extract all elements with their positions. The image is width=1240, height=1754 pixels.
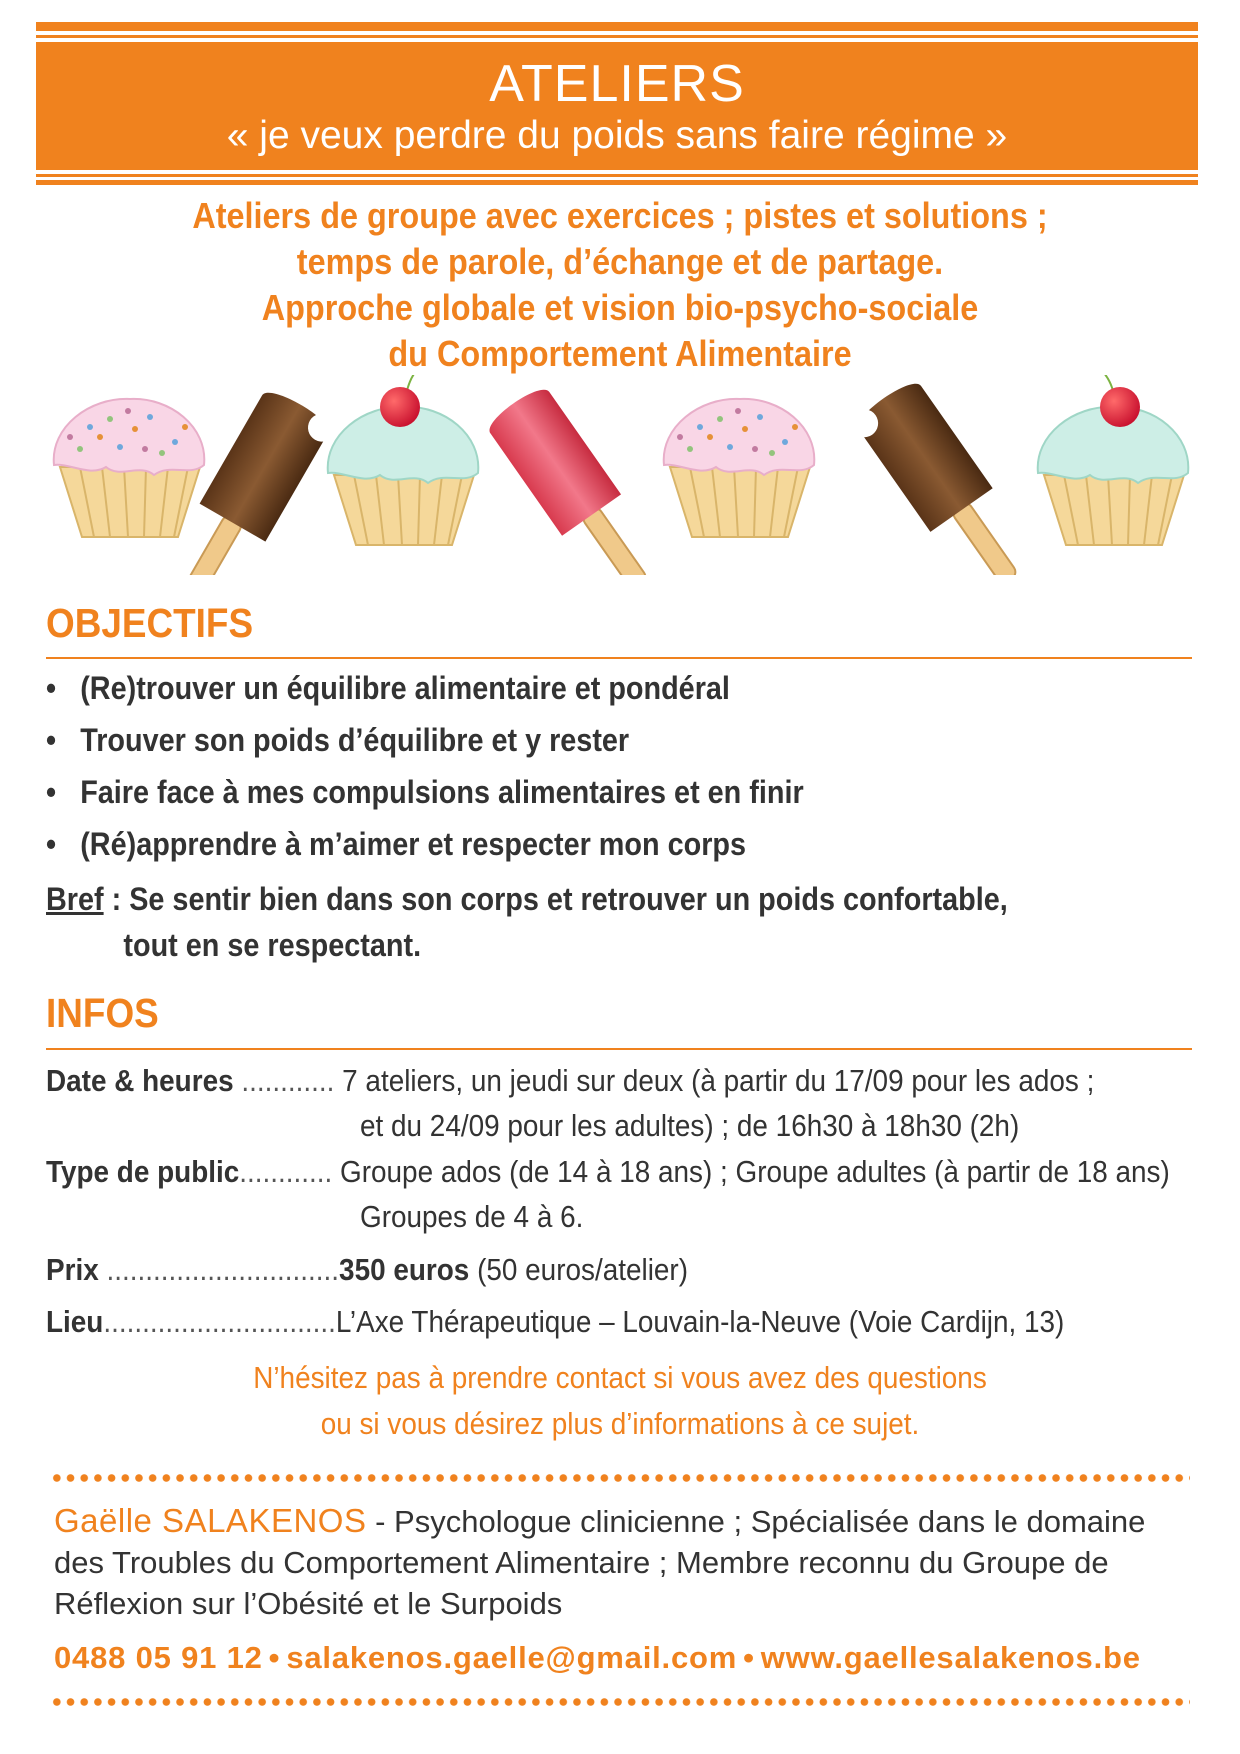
page-subtitle: « je veux perdre du poids sans faire régime » [226,114,1008,157]
info-public-label: Type de public [46,1154,240,1189]
website-link[interactable]: www.gaellesalakenos.be [760,1640,1141,1675]
author-name: Gaëlle SALAKENOS [54,1502,367,1539]
list-item-text: Faire face à mes compulsions alimentaires et en finir [80,774,804,810]
list-item [46,823,1081,875]
infos-divider [46,1048,1192,1050]
info-public-value: Groupes de 4 à 6. [360,1199,584,1234]
leader-dots: .............................. [103,1304,336,1339]
info-date-value: 7 ateliers, un jeudi sur deux (à partir du 17/09 pour les ados ; [342,1063,1095,1098]
list-item-text: Trouver son poids d’équilibre et y rester [80,722,630,758]
intro-line: Approche globale et vision bio-psycho-sociale [261,287,979,328]
info-public [46,1149,1170,1194]
info-prix-value: 350 euros [339,1252,470,1287]
info-public-continued [360,1194,583,1239]
info-public-value: Groupe ados (de 14 à 18 ans) ; Groupe adultes (à partir de 18 ans) [340,1154,1170,1189]
info-prix-label: Prix [46,1252,99,1287]
objectifs-divider [46,657,1192,659]
phone-number[interactable]: 0488 05 91 12 [54,1640,263,1675]
bullet-icon: • [46,670,57,706]
list-item [46,771,1081,823]
info-date [46,1058,1094,1103]
infos-title: INFOS [46,990,159,1036]
bottom-rule-thick [36,180,1198,185]
objectifs-title: OBJECTIFS [46,600,254,646]
separator-dot: • [743,1640,755,1675]
author-description: - Psychologue clinicienne ; Spécialisée dans le domaine des Troubles du Comportement Alimentaire ; Membre reconnu du Groupe de Réflexion sur l’Obésité et le Surpoids [54,1504,1146,1621]
leader-dots: ............ [239,1154,341,1189]
info-prix [46,1247,688,1292]
chocolate-ice-pop-icon [845,375,1042,575]
email-link[interactable]: salakenos.gaelle@gmail.com [286,1640,738,1675]
bref-line: tout en se respectant. [123,927,422,963]
intro-text [60,193,1180,377]
strawberry-ice-pop-icon [484,383,670,575]
leader-dots: .............................. [98,1252,340,1287]
objectifs-list [46,667,1196,875]
list-item [46,667,1081,719]
bullet-icon: • [46,826,57,862]
info-prix-detail: (50 euros/atelier) [469,1252,688,1287]
bref-label: Bref [46,881,104,917]
bullet-icon: • [46,774,57,810]
info-lieu-value: L’Axe Thérapeutique – Louvain-la-Neuve (Voie Cardijn, 13) [335,1304,1065,1339]
list-item-text: (Ré)apprendre à m’aimer et respecter mon corps [80,826,747,862]
bref-line: Se sentir bien dans son corps et retrouver un poids confortable, [129,881,1008,917]
cupcake-cherry-icon [1038,375,1189,545]
info-date-continued [360,1103,1019,1148]
contact-line [54,1640,1141,1676]
top-rule-thick [36,22,1198,31]
intro-line: temps de parole, d’échange et de partage. [296,241,944,282]
bottom-rule-thin [36,174,1198,177]
cupcake-cherry-icon [328,375,479,545]
separator-dot: • [268,1640,281,1675]
info-date-label: Date & heures [46,1063,234,1098]
dotted-divider [50,1698,1190,1706]
contact-note-line: ou si vous désirez plus d’informations à ce sujet. [320,1406,920,1441]
intro-line: du Comportement Alimentaire [388,333,852,374]
author-bio [54,1500,1194,1624]
contact-note [60,1355,1180,1447]
info-date-value: et du 24/09 pour les adultes) ; de 16h30 à 18h30 (2h) [360,1108,1020,1143]
info-lieu-label: Lieu [46,1304,104,1339]
list-item [46,719,1081,771]
leader-dots: ............ [233,1063,343,1098]
cupcake-sprinkles-icon [54,399,205,537]
bullet-icon: • [46,722,57,758]
info-lieu [46,1299,1064,1344]
list-item-text: (Re)trouver un équilibre alimentaire et pondéral [80,670,730,706]
cupcake-sprinkles-icon [664,399,815,537]
contact-note-line: N’hésitez pas à prendre contact si vous avez des questions [253,1360,987,1395]
title-banner [36,42,1198,170]
bref-summary [46,876,1008,968]
bref-colon: : [103,881,130,917]
dessert-illustrations [30,375,1210,575]
intro-line: Ateliers de groupe avec exercices ; pistes et solutions ; [192,195,1048,236]
dotted-divider [50,1474,1190,1482]
top-rule-thin [36,35,1198,38]
page-title: ATELIERS [489,55,745,113]
